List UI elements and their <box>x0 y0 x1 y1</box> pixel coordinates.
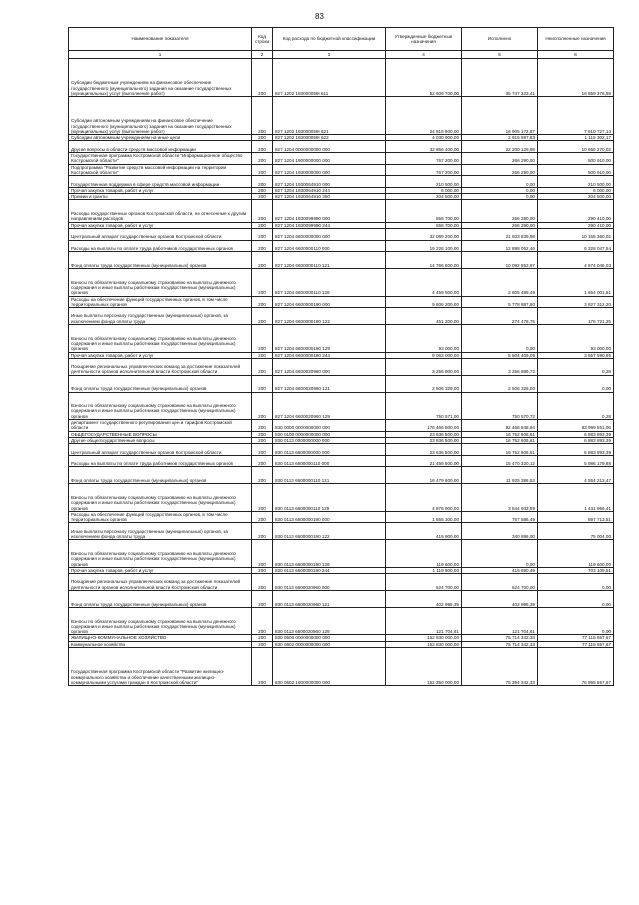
row-indicator-name: Государственная программа Костромской области "Информационное общество Костромской области" <box>69 153 252 165</box>
row-budget-code: 830 0113 6600000190 244 <box>273 567 386 573</box>
row-executed-amount: 11 925 386,53 <box>462 467 538 484</box>
row-budget-code: 830 0500 0000000000 000 <box>273 635 386 641</box>
row-unexecuted-amount: 500 910,00 <box>538 164 614 176</box>
row-indicator-name: Поощрение региональных управленческих команд за достижение показателей деятельности органов исполнительной власти Костромской области <box>69 358 252 375</box>
table-row <box>69 455 614 467</box>
row-budget-code: 830 0113 6600000110 000 <box>273 455 386 467</box>
row-budget-code: 827 1204 0000000000 000 <box>273 141 386 153</box>
table-row <box>69 540 614 568</box>
row-approved-amount: 32 089 200,00 <box>386 228 462 240</box>
row-budget-code: 827 1204 6600000190 122 <box>273 308 386 325</box>
row-executed-amount: 21 933 839,98 <box>462 228 538 240</box>
table-row <box>69 59 614 97</box>
row-unexecuted-amount: 10 155 360,02 <box>538 228 614 240</box>
row-approved-amount: 52 606 700,00 <box>386 59 462 97</box>
row-budget-code: 827 1202 193000059І 611 <box>273 59 386 97</box>
row-budget-code: 830 0502 1600000000 000 <box>273 648 386 686</box>
row-unexecuted-amount: 703 109,51 <box>538 567 614 573</box>
table-row <box>69 164 614 176</box>
row-unexecuted-amount: 4 674 046,03 <box>538 252 614 269</box>
row-indicator-name: Коммунальное хозяйство <box>69 641 252 647</box>
row-executed-amount: 75 714 342,33 <box>462 635 538 641</box>
row-approved-amount: 23 636 500,00 <box>386 437 462 443</box>
row-budget-code: 827 1204 6600000110 121 <box>273 252 386 269</box>
row-unexecuted-amount: 3 557 590,95 <box>538 352 614 358</box>
header-indicator-name: Наименование показателя <box>69 28 252 51</box>
row-line-code: 200 <box>252 240 273 252</box>
row-indicator-name: Субсидии автономным учреждениям на иные цели <box>69 135 252 141</box>
row-executed-amount: 3 256 899,72 <box>462 358 538 375</box>
row-line-code: 200 <box>252 455 273 467</box>
table-header-row <box>69 28 614 51</box>
row-unexecuted-amount: 93 000,00 <box>538 325 614 353</box>
row-line-code: 200 <box>252 591 273 608</box>
header-approved: Утвержденные бюджетные назначения <box>386 28 462 51</box>
table-row <box>69 296 614 308</box>
row-indicator-name: Расходы на выплаты по оплате труда работников государственных органов <box>69 240 252 252</box>
row-approved-amount: 24 815 900,00 <box>386 97 462 135</box>
row-executed-amount: 0,00 <box>462 325 538 353</box>
row-line-code: 200 <box>252 97 273 135</box>
row-unexecuted-amount: 76 955 657,67 <box>538 648 614 686</box>
row-line-code: 200 <box>252 200 273 222</box>
row-line-code: 200 <box>252 523 273 540</box>
row-unexecuted-amount: 6 883 893,39 <box>538 431 614 437</box>
row-approved-amount: 16 479 600,00 <box>386 467 462 484</box>
column-number: 4 <box>386 51 462 59</box>
row-indicator-name: Прочая закупка товаров, работ и услуг <box>69 187 252 193</box>
row-budget-code: 830 0502 0000000000 000 <box>273 641 386 647</box>
row-budget-code: 830 0113 6600000190 129 <box>273 540 386 568</box>
row-indicator-name: Другие общегосударственные вопросы <box>69 437 252 443</box>
row-line-code: 200 <box>252 607 273 635</box>
column-number: 2 <box>252 51 273 59</box>
column-number: 1 <box>69 51 252 59</box>
row-unexecuted-amount: 75 004,00 <box>538 523 614 540</box>
row-executed-amount: 0,00 <box>462 194 538 200</box>
table-row <box>69 252 614 269</box>
row-executed-amount: 266 290,00 <box>462 200 538 222</box>
row-unexecuted-amount: 10 656 270,02 <box>538 141 614 153</box>
row-line-code: 200 <box>252 444 273 456</box>
table-row <box>69 484 614 512</box>
row-executed-amount: 16 752 606,61 <box>462 437 538 443</box>
row-line-code: 200 <box>252 375 273 392</box>
row-budget-code: 830 0113 6600000000 000 <box>273 444 386 456</box>
row-unexecuted-amount: 3 827 312,20 <box>538 296 614 308</box>
row-approved-amount: 1 119 800,00 <box>386 567 462 573</box>
row-unexecuted-amount: 1 115 302,17 <box>538 135 614 141</box>
row-line-code: 200 <box>252 431 273 437</box>
row-indicator-name: Расходы на обеспечение функций государственных органов, в том числе территориальных органов <box>69 296 252 308</box>
table-row <box>69 200 614 222</box>
row-budget-code: 830 0113 0000000000 000 <box>273 437 386 443</box>
row-approved-amount: 121 704,61 <box>386 607 462 635</box>
row-unexecuted-amount: 0,00 <box>538 574 614 591</box>
row-indicator-name: Фонд оплаты труда государственных (муниципальных) органов <box>69 591 252 608</box>
table-row <box>69 523 614 540</box>
row-line-code: 200 <box>252 187 273 193</box>
row-approved-amount: 14 766 600,00 <box>386 252 462 269</box>
row-unexecuted-amount: 6 883 893,39 <box>538 437 614 443</box>
row-line-code: 200 <box>252 358 273 375</box>
row-line-code: 200 <box>252 352 273 358</box>
row-unexecuted-amount: 119 600,00 <box>538 540 614 568</box>
row-executed-amount: 75 394 342,33 <box>462 648 538 686</box>
row-executed-amount: 524 700,00 <box>462 574 538 591</box>
row-indicator-name: Прочая закупка товаров, работ и услуг <box>69 352 252 358</box>
row-approved-amount: 415 900,00 <box>386 523 462 540</box>
row-indicator-name: Расходы государственных органов Костромской области, не отнесенные к другим направлениям расходов <box>69 200 252 222</box>
row-unexecuted-amount: 290 410,00 <box>538 222 614 228</box>
row-unexecuted-amount: 1 654 001,51 <box>538 269 614 297</box>
row-executed-amount: 0,00 <box>462 187 538 193</box>
row-line-code: 200 <box>252 635 273 641</box>
row-line-code: 200 <box>252 296 273 308</box>
row-executed-amount: 5 778 887,80 <box>462 296 538 308</box>
row-executed-amount: 2 915 597,83 <box>462 135 538 141</box>
row-line-code: 200 <box>252 511 273 523</box>
row-unexecuted-amount: 4 554 213,47 <box>538 467 614 484</box>
row-executed-amount: 266 290,00 <box>462 153 538 165</box>
row-indicator-name: Центральный аппарат государственных органов Костромской области <box>69 444 252 456</box>
row-line-code: 200 <box>252 484 273 512</box>
row-executed-amount: 75 714 342,33 <box>462 641 538 647</box>
row-budget-code: 827 1204 6600020960 129 <box>273 392 386 420</box>
table-row <box>69 228 614 240</box>
row-unexecuted-amount: 0,00 <box>538 375 614 392</box>
row-indicator-name: Подпрограмма "Развитие средств массовой информации на территории Костромской области" <box>69 164 252 176</box>
row-indicator-name: Взносы по обязательному социальному страхованию на выплаты денежного содержания и иные выплаты работникам государственных (муниципальных) органов <box>69 484 252 512</box>
row-line-code: 200 <box>252 59 273 97</box>
table-row <box>69 591 614 608</box>
row-executed-amount: 10 092 553,97 <box>462 252 538 269</box>
row-approved-amount: 3 256 900,00 <box>386 358 462 375</box>
row-budget-code: 830 0113 6600000110 121 <box>273 467 386 484</box>
row-unexecuted-amount: 0,00 <box>538 591 614 608</box>
row-approved-amount: 4 459 500,00 <box>386 269 462 297</box>
row-executed-amount: 2 506 329,00 <box>462 375 538 392</box>
table-row <box>69 325 614 353</box>
table-row <box>69 574 614 591</box>
row-executed-amount: 2 805 498,49 <box>462 269 538 297</box>
row-budget-code: 827 1204 1930000000 000 <box>273 164 386 176</box>
row-executed-amount: 5 504 409,05 <box>462 352 538 358</box>
row-approved-amount: 750 571,00 <box>386 392 462 420</box>
row-unexecuted-amount: 290 410,00 <box>538 200 614 222</box>
row-approved-amount: 4 976 900,00 <box>386 484 462 512</box>
row-indicator-name: Субсидии автономным учреждениям на финансовое обеспечение государственного (муниципального) задания на оказание государственных (муниципальных) услуг (выполнение работ) <box>69 97 252 135</box>
row-unexecuted-amount: 0,00 <box>538 607 614 635</box>
row-budget-code: 827 1204 1930064910 244 <box>273 187 386 193</box>
budget-execution-table <box>68 27 614 686</box>
row-executed-amount: 757 586,49 <box>462 511 538 523</box>
row-line-code: 200 <box>252 467 273 484</box>
table-row <box>69 420 614 432</box>
row-indicator-name: Взносы по обязательному социальному страхованию на выплаты денежного содержания и иные выплаты работникам государственных (муниципальных) органов <box>69 392 252 420</box>
row-line-code: 200 <box>252 228 273 240</box>
row-executed-amount: 266 290,00 <box>462 222 538 228</box>
row-approved-amount: 402 995,39 <box>386 591 462 608</box>
row-approved-amount: 524 700,00 <box>386 574 462 591</box>
row-indicator-name: Иные выплаты персоналу государственных (муниципальных) органов, за исключением фонда оплаты труда <box>69 523 252 540</box>
row-executed-amount: 0,00 <box>462 540 538 568</box>
header-unexecuted: Неисполненные назначения <box>538 28 614 51</box>
row-indicator-name: Взносы по обязательному социальному страхованию на выплаты денежного содержания и иные выплаты работникам государственных (муниципальных) органов <box>69 607 252 635</box>
row-line-code: 200 <box>252 269 273 297</box>
row-executed-amount: 402 995,39 <box>462 591 538 608</box>
row-approved-amount: 32 856 400,00 <box>386 141 462 153</box>
row-line-code: 200 <box>252 648 273 686</box>
row-unexecuted-amount: 6 000,00 <box>538 187 614 193</box>
row-executed-amount: 121 704,61 <box>462 607 538 635</box>
page-number: 83 <box>315 12 324 21</box>
row-budget-code: 830 0113 6600000110 129 <box>273 484 386 512</box>
header-executed: Исполнено <box>462 28 538 51</box>
row-unexecuted-amount: 83 999 551,06 <box>538 420 614 432</box>
row-line-code: 200 <box>252 141 273 153</box>
row-unexecuted-amount: 5 986 179,88 <box>538 455 614 467</box>
row-indicator-name: Взносы по обязательному социальному страхованию на выплаты денежного содержания и иные выплаты работникам государственных (муниципальных) органов <box>69 269 252 297</box>
row-approved-amount: 451 200,00 <box>386 308 462 325</box>
row-indicator-name: Центральный аппарат государственных органов Костромской области <box>69 228 252 240</box>
row-budget-code: 827 1202 193000059І 622 <box>273 135 386 141</box>
row-unexecuted-amount: 6 883 893,39 <box>538 444 614 456</box>
row-indicator-name: Другие вопросы в области средств массовой информации <box>69 141 252 153</box>
column-number: 5 <box>462 51 538 59</box>
row-budget-code: 827 1202 193000059І 621 <box>273 97 386 135</box>
table-row <box>69 97 614 135</box>
row-approved-amount: 9 062 000,00 <box>386 352 462 358</box>
table-row <box>69 444 614 456</box>
table-row <box>69 648 614 686</box>
row-approved-amount: 19 226 100,00 <box>386 240 462 252</box>
row-approved-amount: 767 200,00 <box>386 153 462 165</box>
row-executed-amount: 274 478,75 <box>462 308 538 325</box>
row-line-code: 200 <box>252 574 273 591</box>
row-line-code: 200 <box>252 641 273 647</box>
row-executed-amount: 92 466 948,94 <box>462 420 538 432</box>
table-row <box>69 141 614 153</box>
row-executed-amount: 16 905 172,87 <box>462 97 538 135</box>
row-unexecuted-amount: 77 115 657,67 <box>538 641 614 647</box>
row-indicator-name: Взносы по обязательному социальному страхованию на выплаты денежного содержания и иные выплаты работникам государственных (муниципальных) органов <box>69 540 252 568</box>
row-budget-code: 827 1204 6600000190 129 <box>273 325 386 353</box>
row-line-code: 200 <box>252 135 273 141</box>
row-line-code: 200 <box>252 176 273 188</box>
row-budget-code: 827 1204 6600000190 244 <box>273 352 386 358</box>
table-row <box>69 176 614 188</box>
row-approved-amount: 176 466 500,00 <box>386 420 462 432</box>
header-line-code: Код строки <box>252 28 273 51</box>
row-line-code: 200 <box>252 222 273 228</box>
row-unexecuted-amount: 6 328 047,54 <box>538 240 614 252</box>
row-budget-code: 827 1204 6600020960 121 <box>273 375 386 392</box>
row-indicator-name: Поощрение региональных управленческих команд за достижение показателей деятельности органов исполнительной власти Костромской области <box>69 574 252 591</box>
row-indicator-name: Иные выплаты персоналу государственных (муниципальных) органов, за исключением фонда оплаты труда <box>69 308 252 325</box>
row-budget-code: 827 1204 1930064910 350 <box>273 194 386 200</box>
row-executed-amount: 266 290,00 <box>462 164 538 176</box>
row-indicator-name: ОБЩЕГОСУДАРСТВЕННЫЕ ВОПРОСЫ <box>69 431 252 437</box>
row-approved-amount: 23 636 500,00 <box>386 431 462 437</box>
table-row <box>69 358 614 375</box>
row-budget-code: 827 1204 6600000110 000 <box>273 240 386 252</box>
row-indicator-name: Взносы по обязательному социальному страхованию на выплаты денежного содержания и иные выплаты работникам государственных (муниципальных) органов <box>69 325 252 353</box>
table-row <box>69 308 614 325</box>
row-indicator-name: Прочая закупка товаров, работ и услуг <box>69 222 252 228</box>
row-unexecuted-amount: 0,28 <box>538 358 614 375</box>
row-executed-amount: 340 896,00 <box>462 523 538 540</box>
row-executed-amount: 3 544 933,59 <box>462 484 538 512</box>
row-budget-code: 830 0000 0000000000 000 <box>273 420 386 432</box>
row-budget-code: 830 0113 6600020960 121 <box>273 591 386 608</box>
row-executed-amount: 750 570,72 <box>462 392 538 420</box>
row-approved-amount: 152 350 000,00 <box>386 648 462 686</box>
row-executed-amount: 416 690,49 <box>462 567 538 573</box>
row-approved-amount: 556 700,00 <box>386 200 462 222</box>
row-line-code: 200 <box>252 392 273 420</box>
row-approved-amount: 210 500,00 <box>386 176 462 188</box>
row-budget-code: 827 1204 1930099990 244 <box>273 222 386 228</box>
row-indicator-name: Премии и гранты <box>69 194 252 200</box>
row-approved-amount: 1 655 300,00 <box>386 511 462 523</box>
row-line-code: 200 <box>252 252 273 269</box>
table-row <box>69 607 614 635</box>
row-unexecuted-amount: 1 431 966,41 <box>538 484 614 512</box>
row-indicator-name: Государственная поддержка в сфере средств массовой информации <box>69 176 252 188</box>
row-executed-amount: 35 747 323,41 <box>462 59 538 97</box>
row-line-code: 200 <box>252 420 273 432</box>
row-budget-code: 827 1204 1930099990 000 <box>273 200 386 222</box>
column-number: 3 <box>273 51 386 59</box>
row-unexecuted-amount: 210 500,00 <box>538 176 614 188</box>
table-row <box>69 269 614 297</box>
row-unexecuted-amount: 204 500,00 <box>538 194 614 200</box>
row-indicator-name: Фонд оплаты труда государственных (муниципальных) органов <box>69 375 252 392</box>
row-indicator-name: Государственная программа Костромской области "Развитие жилищно-коммунального хозяйства и обеспечение качественными жилищно-коммунальными услугами граждан в Костромской области" <box>69 648 252 686</box>
row-budget-code: 827 1204 1930064910 000 <box>273 176 386 188</box>
table-body <box>69 59 614 686</box>
row-line-code: 200 <box>252 194 273 200</box>
table-row <box>69 375 614 392</box>
row-approved-amount: 23 636 500,00 <box>386 444 462 456</box>
row-indicator-name: Расходы на обеспечение функций государственных органов, в том числе территориальных органов <box>69 511 252 523</box>
row-approved-amount: 93 000,00 <box>386 325 462 353</box>
row-budget-code: 827 1204 6600000110 129 <box>273 269 386 297</box>
row-budget-code: 827 1204 1900000000 000 <box>273 153 386 165</box>
row-approved-amount: 152 830 000,00 <box>386 635 462 641</box>
row-unexecuted-amount: 897 713,51 <box>538 511 614 523</box>
row-approved-amount: 204 500,00 <box>386 194 462 200</box>
row-line-code: 200 <box>252 164 273 176</box>
row-budget-code: 830 0113 6600020960 129 <box>273 607 386 635</box>
row-indicator-name: Субсидии бюджетным учреждениям на финансовое обеспечение государственного (муниципального) задания на оказание государственных (муниципальных) услуг (выполнение работ) <box>69 59 252 97</box>
row-indicator-name: Фонд оплаты труда государственных (муниципальных) органов <box>69 467 252 484</box>
row-approved-amount: 21 456 500,00 <box>386 455 462 467</box>
row-budget-code: 830 0113 6600020960 000 <box>273 574 386 591</box>
row-indicator-name: Фонд оплаты труда государственных (муниципальных) органов <box>69 252 252 269</box>
table-row <box>69 511 614 523</box>
row-budget-code: 827 1204 6600000000 000 <box>273 228 386 240</box>
row-unexecuted-amount: 16 859 376,59 <box>538 59 614 97</box>
row-line-code: 200 <box>252 325 273 353</box>
column-number-row <box>69 51 614 59</box>
row-executed-amount: 16 752 606,61 <box>462 444 538 456</box>
row-budget-code: 827 1204 6600020960 000 <box>273 358 386 375</box>
row-executed-amount: 12 898 052,46 <box>462 240 538 252</box>
table-row <box>69 153 614 165</box>
row-approved-amount: 6 000,00 <box>386 187 462 193</box>
row-indicator-name: Прочая закупка товаров, работ и услуг <box>69 567 252 573</box>
table-row <box>69 467 614 484</box>
row-indicator-name: департамент государственного регулирования цен и тарифов Костромской области <box>69 420 252 432</box>
row-approved-amount: 556 700,00 <box>386 222 462 228</box>
row-indicator-name: Расходы на выплаты по оплате труда работников государственных органов <box>69 455 252 467</box>
column-number: 6 <box>538 51 614 59</box>
row-budget-code: 830 0100 0000000000 000 <box>273 431 386 437</box>
row-executed-amount: 0,00 <box>462 176 538 188</box>
row-executed-amount: 22 200 129,98 <box>462 141 538 153</box>
row-budget-code: 830 0113 6600000190 122 <box>273 523 386 540</box>
row-budget-code: 830 0113 6600000190 000 <box>273 511 386 523</box>
header-budget-code: Код расхода по бюджетной классификации <box>273 28 386 51</box>
row-unexecuted-amount: 500 910,00 <box>538 153 614 165</box>
row-budget-code: 827 1204 6600000190 000 <box>273 296 386 308</box>
table-row <box>69 240 614 252</box>
row-approved-amount: 119 600,00 <box>386 540 462 568</box>
row-unexecuted-amount: 7 910 727,13 <box>538 97 614 135</box>
row-line-code: 200 <box>252 153 273 165</box>
row-unexecuted-amount: 0,28 <box>538 392 614 420</box>
row-line-code: 200 <box>252 308 273 325</box>
row-unexecuted-amount: 77 115 657,67 <box>538 635 614 641</box>
row-approved-amount: 152 830 000,00 <box>386 641 462 647</box>
row-executed-amount: 16 752 606,61 <box>462 431 538 437</box>
table-row <box>69 392 614 420</box>
row-unexecuted-amount: 176 721,25 <box>538 308 614 325</box>
row-executed-amount: 15 470 320,12 <box>462 455 538 467</box>
row-line-code: 200 <box>252 567 273 573</box>
row-line-code: 200 <box>252 540 273 568</box>
row-approved-amount: 4 030 900,00 <box>386 135 462 141</box>
row-approved-amount: 2 506 329,00 <box>386 375 462 392</box>
row-approved-amount: 9 606 200,00 <box>386 296 462 308</box>
row-indicator-name: ЖИЛИЩНО-КОММУНАЛЬНОЕ ХОЗЯЙСТВО <box>69 635 252 641</box>
row-line-code: 200 <box>252 437 273 443</box>
row-approved-amount: 767 200,00 <box>386 164 462 176</box>
